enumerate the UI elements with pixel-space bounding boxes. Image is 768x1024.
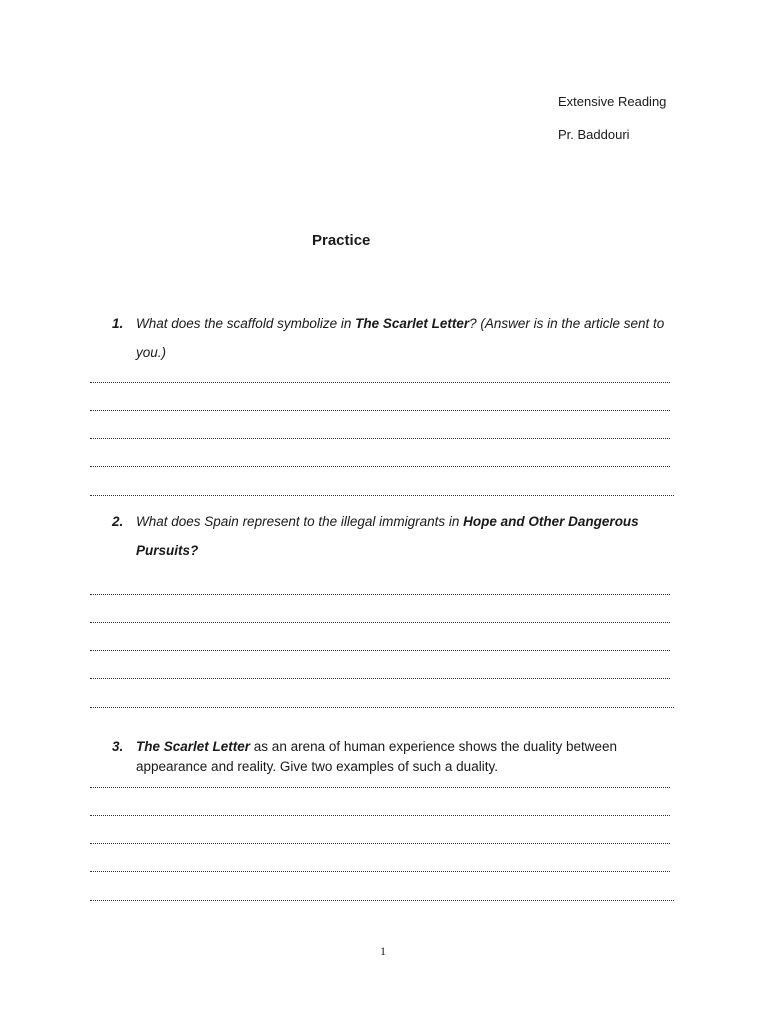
course-name: Extensive Reading [558,94,667,109]
question-1-book-title: The Scarlet Letter [355,316,470,331]
answer-line[interactable] [90,815,670,816]
question-2-number: 2. [112,514,124,529]
question-3-number: 3. [112,739,124,754]
answer-line[interactable] [90,678,670,679]
answer-line[interactable] [90,410,670,411]
answer-line[interactable] [90,466,670,467]
answer-line[interactable] [90,650,670,651]
answer-line[interactable] [90,495,674,496]
question-3-line-1 [136,739,617,754]
page-number: 1 [380,944,386,958]
answer-line[interactable] [90,382,670,383]
answer-line[interactable] [90,438,670,439]
page-title: Practice [312,232,371,249]
answer-line[interactable] [90,707,674,708]
answer-line[interactable] [90,622,670,623]
question-2-line-2: Pursuits? [136,543,199,558]
question-2-text-a: What does Spain represent to the illegal immigrants in [136,514,464,529]
answer-line[interactable] [90,871,670,872]
question-3-line-2: appearance and reality. Give two examples of such a duality. [136,759,498,774]
answer-line[interactable] [90,594,670,595]
instructor-name: Pr. Baddouri [558,127,630,142]
question-2-book-title: Hope and Other Dangerous [463,514,639,529]
question-1-line-2: you.) [136,345,167,360]
question-1-line-1 [136,316,664,331]
question-1-text-c: ? (Answer is in the article sent to [469,316,665,331]
question-1-text-a: What does the scaffold symbolize in [136,316,356,331]
question-1-number: 1. [112,316,124,331]
question-2-line-1 [136,514,639,529]
answer-line[interactable] [90,787,670,788]
question-3-book-title: The Scarlet Letter [136,739,251,754]
answer-line[interactable] [90,843,670,844]
answer-line[interactable] [90,900,674,901]
question-3-text-b: as an arena of human experience shows the duality between [250,739,618,754]
